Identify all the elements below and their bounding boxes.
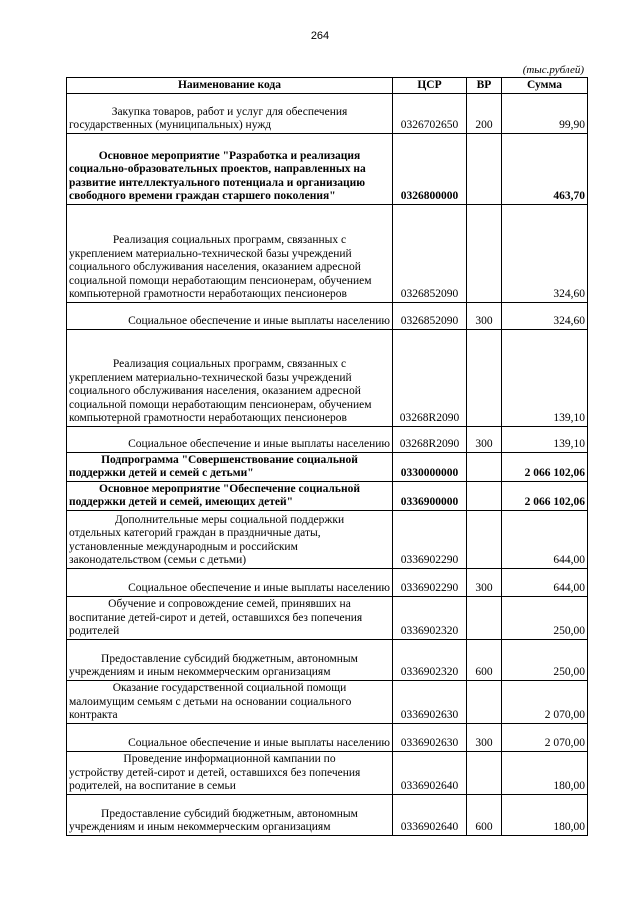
row-name-line: Основное мероприятие "Разработка и реализация [98,149,361,162]
row-vr-cell [467,205,502,303]
row-csr-cell: 03268R2090 [393,330,467,427]
table-row [67,303,588,330]
table-body [67,94,588,836]
table-row [67,752,588,795]
row-vr-cell [467,681,502,724]
row-sum-cell: 2 070,00 [502,724,588,752]
row-vr-cell [467,134,502,205]
row-name-cell [67,681,393,724]
row-sum-cell: 2 066 102,06 [502,453,588,482]
row-csr-cell: 0336902640 [393,752,467,795]
row-sum-cell: 99,90 [502,94,588,134]
row-name-line: Предоставление субсидий бюджетным, автономным [101,807,358,820]
row-sum-cell: 180,00 [502,795,588,836]
table-row [67,427,588,453]
row-name-cell [67,303,393,330]
row-name-line: Реализация социальных программ, связанных с [112,358,347,371]
row-vr-cell [467,752,502,795]
row-name-line: учреждениям и иным некоммерческим организациям [69,666,331,679]
row-vr-cell [467,330,502,427]
row-name-line: Реализация социальных программ, связанных с [112,234,347,247]
row-vr-cell: 300 [467,724,502,752]
row-name-line: свободного времени граждан старшего поколения" [69,190,336,203]
column-header-name: Наименование кода [67,78,393,94]
table-row [67,453,588,482]
row-name-line: поддержки детей и семей, имеющих детей" [69,496,293,509]
table-row [67,597,588,640]
table-row [67,205,588,303]
row-csr-cell: 03268R2090 [393,427,467,453]
row-name-line: поддержки детей и семей с детьми" [69,467,254,480]
row-csr-cell: 0326852090 [393,205,467,303]
row-name-cell [67,482,393,511]
row-sum-cell: 139,10 [502,427,588,453]
row-vr-cell: 600 [467,795,502,836]
row-csr-cell: 0336902320 [393,597,467,640]
row-name-line: Социальное обеспечение и иные выплаты населению [128,737,390,750]
row-name-cell [67,640,393,681]
row-vr-cell: 300 [467,427,502,453]
row-sum-cell: 139,10 [502,330,588,427]
row-name-line: учреждениям и иным некоммерческим организациям [69,821,331,834]
table-row [67,681,588,724]
row-csr-cell: 0336902630 [393,724,467,752]
row-sum-cell: 463,70 [502,134,588,205]
row-csr-cell: 0336902290 [393,569,467,597]
row-vr-cell [467,597,502,640]
column-header-vr: ВР [467,78,502,94]
column-header-sum: Сумма [502,78,588,94]
row-name-cell [67,569,393,597]
row-name-cell [67,453,393,482]
row-vr-cell: 300 [467,303,502,330]
row-name-line: компьютерной грамотности неработающих пенсионеров [69,288,347,301]
row-name-cell [67,511,393,569]
table-row [67,94,588,134]
table-row [67,511,588,569]
row-name-line: социального обслуживания населения, оказанием адресной [69,261,361,274]
table-row [67,569,588,597]
row-sum-cell: 250,00 [502,597,588,640]
row-csr-cell: 0326852090 [393,303,467,330]
row-name-cell [67,427,393,453]
row-name-line: Социальное обеспечение и иные выплаты населению [128,438,390,451]
row-csr-cell: 0326702650 [393,94,467,134]
row-name-line: отдельных категорий граждан в праздничные даты, [69,527,321,540]
row-sum-cell: 324,60 [502,303,588,330]
row-name-line: Социальное обеспечение и иные выплаты населению [128,582,390,595]
row-name-line: Проведение информационной кампании по [123,753,336,766]
row-vr-cell [467,482,502,511]
table-row [67,134,588,205]
row-vr-cell: 600 [467,640,502,681]
row-name-line: родителей, на воспитание в семьи [69,780,236,793]
row-name-line: Закупка товаров, работ и услуг для обеспечения [111,105,348,118]
row-sum-cell: 2 066 102,06 [502,482,588,511]
row-name-line: родителей [69,625,120,638]
table-row [67,330,588,427]
row-name-line: Обучение и сопровождение семей, принявших на [108,598,351,611]
row-name-line: социальной помощи неработающим пенсионерам, обучением [69,398,372,411]
row-name-line: социально-образовательных проектов, направленных на [69,163,366,176]
row-name-line: компьютерной грамотности неработающих пенсионеров [69,412,347,425]
row-name-cell [67,795,393,836]
row-csr-cell: 0336902290 [393,511,467,569]
row-name-line: Подпрограмма "Совершенствование социальной [101,453,358,466]
row-name-cell [67,94,393,134]
table-header-row [67,78,588,94]
row-sum-cell: 644,00 [502,511,588,569]
row-name-line: Социальное обеспечение и иные выплаты населению [128,315,390,328]
row-sum-cell: 644,00 [502,569,588,597]
page-number: 264 [310,30,330,42]
row-name-line: Предоставление субсидий бюджетным, автономным [101,652,358,665]
row-csr-cell: 0336902630 [393,681,467,724]
row-csr-cell: 0336900000 [393,482,467,511]
row-name-line: государственных (муниципальных) нужд [69,119,272,132]
row-sum-cell: 180,00 [502,752,588,795]
row-csr-cell: 0330000000 [393,453,467,482]
row-name-line: воспитание детей-сирот и детей, оставшихся без попечения [69,611,363,624]
row-name-cell [67,205,393,303]
row-name-line: укреплением материально-технической базы учреждений [69,371,352,384]
table-row [67,724,588,752]
row-vr-cell: 200 [467,94,502,134]
row-name-line: укреплением материально-технической базы учреждений [69,247,352,260]
row-name-line: Оказание государственной социальной помощи [112,682,347,695]
row-name-line: установленные международным и российским [69,540,298,553]
column-header-csr: ЦСР [393,78,467,94]
row-vr-cell: 300 [467,569,502,597]
row-csr-cell: 0326800000 [393,134,467,205]
row-sum-cell: 2 070,00 [502,681,588,724]
row-sum-cell: 324,60 [502,205,588,303]
table-row [67,795,588,836]
row-name-line: законодательством (семьи с детьми) [69,554,247,567]
row-name-cell [67,724,393,752]
row-name-line: устройству детей-сирот и детей, оставшихся без попечения [69,766,361,779]
row-name-cell [67,330,393,427]
row-csr-cell: 0336902320 [393,640,467,681]
row-name-cell [67,134,393,205]
table-row [67,640,588,681]
row-vr-cell [467,511,502,569]
row-name-cell [67,752,393,795]
row-name-line: Основное мероприятие "Обеспечение социальной [99,482,360,495]
units-label: (тыс.рублей) [522,64,584,76]
row-sum-cell: 250,00 [502,640,588,681]
budget-table [66,77,588,836]
row-csr-cell: 0336902640 [393,795,467,836]
row-name-line: социальной помощи неработающим пенсионерам, обучением [69,274,372,287]
row-name-line: Дополнительные меры социальной поддержки [114,513,345,526]
row-vr-cell [467,453,502,482]
row-name-line: малоимущим семьям с детьми на основании социального [69,695,352,708]
row-name-line: развитие интеллектуального потенциала и организацию [69,176,365,189]
row-name-line: контракта [69,709,118,722]
row-name-cell [67,597,393,640]
table-row [67,482,588,511]
row-name-line: социального обслуживания населения, оказанием адресной [69,385,361,398]
